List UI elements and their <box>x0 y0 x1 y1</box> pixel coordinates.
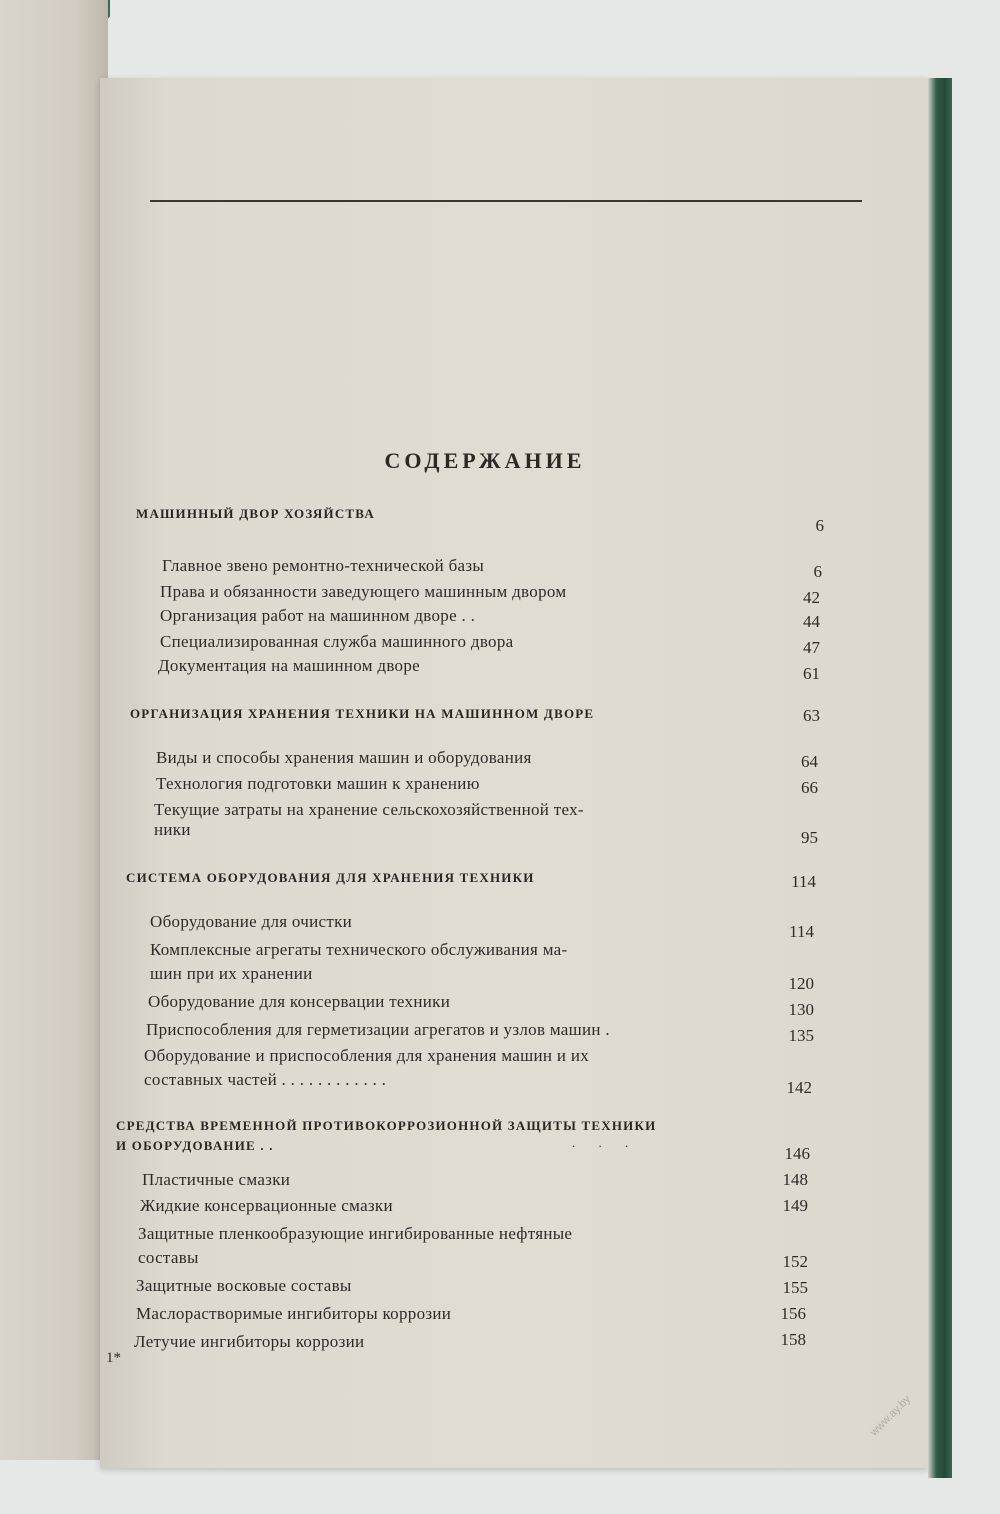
toc-page: 64 <box>801 752 818 771</box>
toc-page: 130 <box>788 1000 814 1019</box>
toc-entry: Оборудование и приспособления для хранения машин и их <box>144 1046 590 1065</box>
toc-entry: Маслорастворимые ингибиторы коррозии <box>136 1304 452 1323</box>
toc-page: 156 <box>780 1304 806 1323</box>
section-title: МАШИННЫЙ ДВОР ХОЗЯЙСТВА <box>136 506 375 521</box>
toc-entry-continuation: составных частей . . . . . . . . . . . . <box>144 1070 387 1089</box>
section-page: 114 <box>791 872 816 891</box>
toc-entry: Приспособления для герметизации агрегатов и узлов машин . <box>146 1020 610 1039</box>
toc-entry: Жидкие консервационные смазки <box>140 1196 393 1215</box>
toc-entry: Специализированная служба машинного двора <box>160 632 514 651</box>
toc-entry-continuation: шин при их хранении <box>150 964 313 983</box>
leader-dots: . . . <box>572 1135 639 1150</box>
section-page: 63 <box>803 706 820 725</box>
toc-entry: Комплексные агрегаты технического обслуживания ма- <box>150 940 568 959</box>
page-title: СОДЕРЖАНИЕ <box>384 448 586 473</box>
toc-page: 44 <box>803 612 820 631</box>
header-rule <box>150 200 862 202</box>
printer-signature-mark: 1* <box>106 1350 121 1366</box>
left-page-edge <box>0 0 108 1460</box>
toc-entry-continuation: ники <box>154 820 191 839</box>
toc-page: 6 <box>813 562 822 581</box>
toc-page: 120 <box>788 974 814 993</box>
toc-entry: Летучие ингибиторы коррозии <box>134 1332 365 1351</box>
section-title-continuation: И ОБОРУДОВАНИЕ . . <box>116 1138 274 1153</box>
toc-page: 42 <box>803 588 820 607</box>
toc-entry: Виды и способы хранения машин и оборудования <box>156 748 532 767</box>
toc-page: 148 <box>782 1170 808 1189</box>
toc-page: 47 <box>803 638 820 657</box>
toc-page: 155 <box>782 1278 808 1297</box>
toc-page: 152 <box>782 1252 808 1271</box>
section-page: 6 <box>815 516 824 535</box>
toc-entry-continuation: составы <box>138 1248 199 1267</box>
toc-entry: Оборудование для очистки <box>150 912 353 931</box>
toc-page: 149 <box>782 1196 808 1215</box>
toc-entry: Организация работ на машинном дворе . . <box>160 606 476 625</box>
cover-spine-edge <box>928 78 952 1478</box>
toc-entry: Защитные пленкообразующие ингибированные нефтяные <box>138 1224 573 1243</box>
toc-entry: Пластичные смазки <box>142 1170 291 1189</box>
toc-page: 114 <box>789 922 814 941</box>
toc-page: 135 <box>788 1026 814 1045</box>
section-page: 146 <box>784 1144 810 1163</box>
toc-entry: Технология подготовки машин к хранению <box>156 774 480 793</box>
toc-page: 158 <box>780 1330 806 1349</box>
section-title: ОРГАНИЗАЦИЯ ХРАНЕНИЯ ТЕХНИКИ НА МАШИННОМ ДВОРЕ <box>130 706 595 721</box>
toc-entry: Защитные восковые составы <box>136 1276 352 1295</box>
toc-entry: Оборудование для консервации техники <box>148 992 451 1011</box>
section-title: СРЕДСТВА ВРЕМЕННОЙ ПРОТИВОКОРРОЗИОННОЙ ЗАЩИТЫ ТЕХНИКИ <box>116 1118 657 1133</box>
section-title: СИСТЕМА ОБОРУДОВАНИЯ ДЛЯ ХРАНЕНИЯ ТЕХНИКИ <box>126 870 535 885</box>
watermark: www.ay.by <box>868 1393 914 1439</box>
toc-entry: Права и обязанности заведующего машинным двором <box>160 582 567 601</box>
toc-entry: Документация на машинном дворе <box>158 656 420 675</box>
toc-entry: Текущие затраты на хранение сельскохозяйственной тех- <box>154 800 584 819</box>
toc-page: 142 <box>786 1078 812 1097</box>
toc-page: 95 <box>801 828 818 847</box>
toc-page: 61 <box>803 664 820 683</box>
toc-page: 66 <box>801 778 818 797</box>
toc-entry: Главное звено ремонтно-технической базы <box>162 556 485 575</box>
